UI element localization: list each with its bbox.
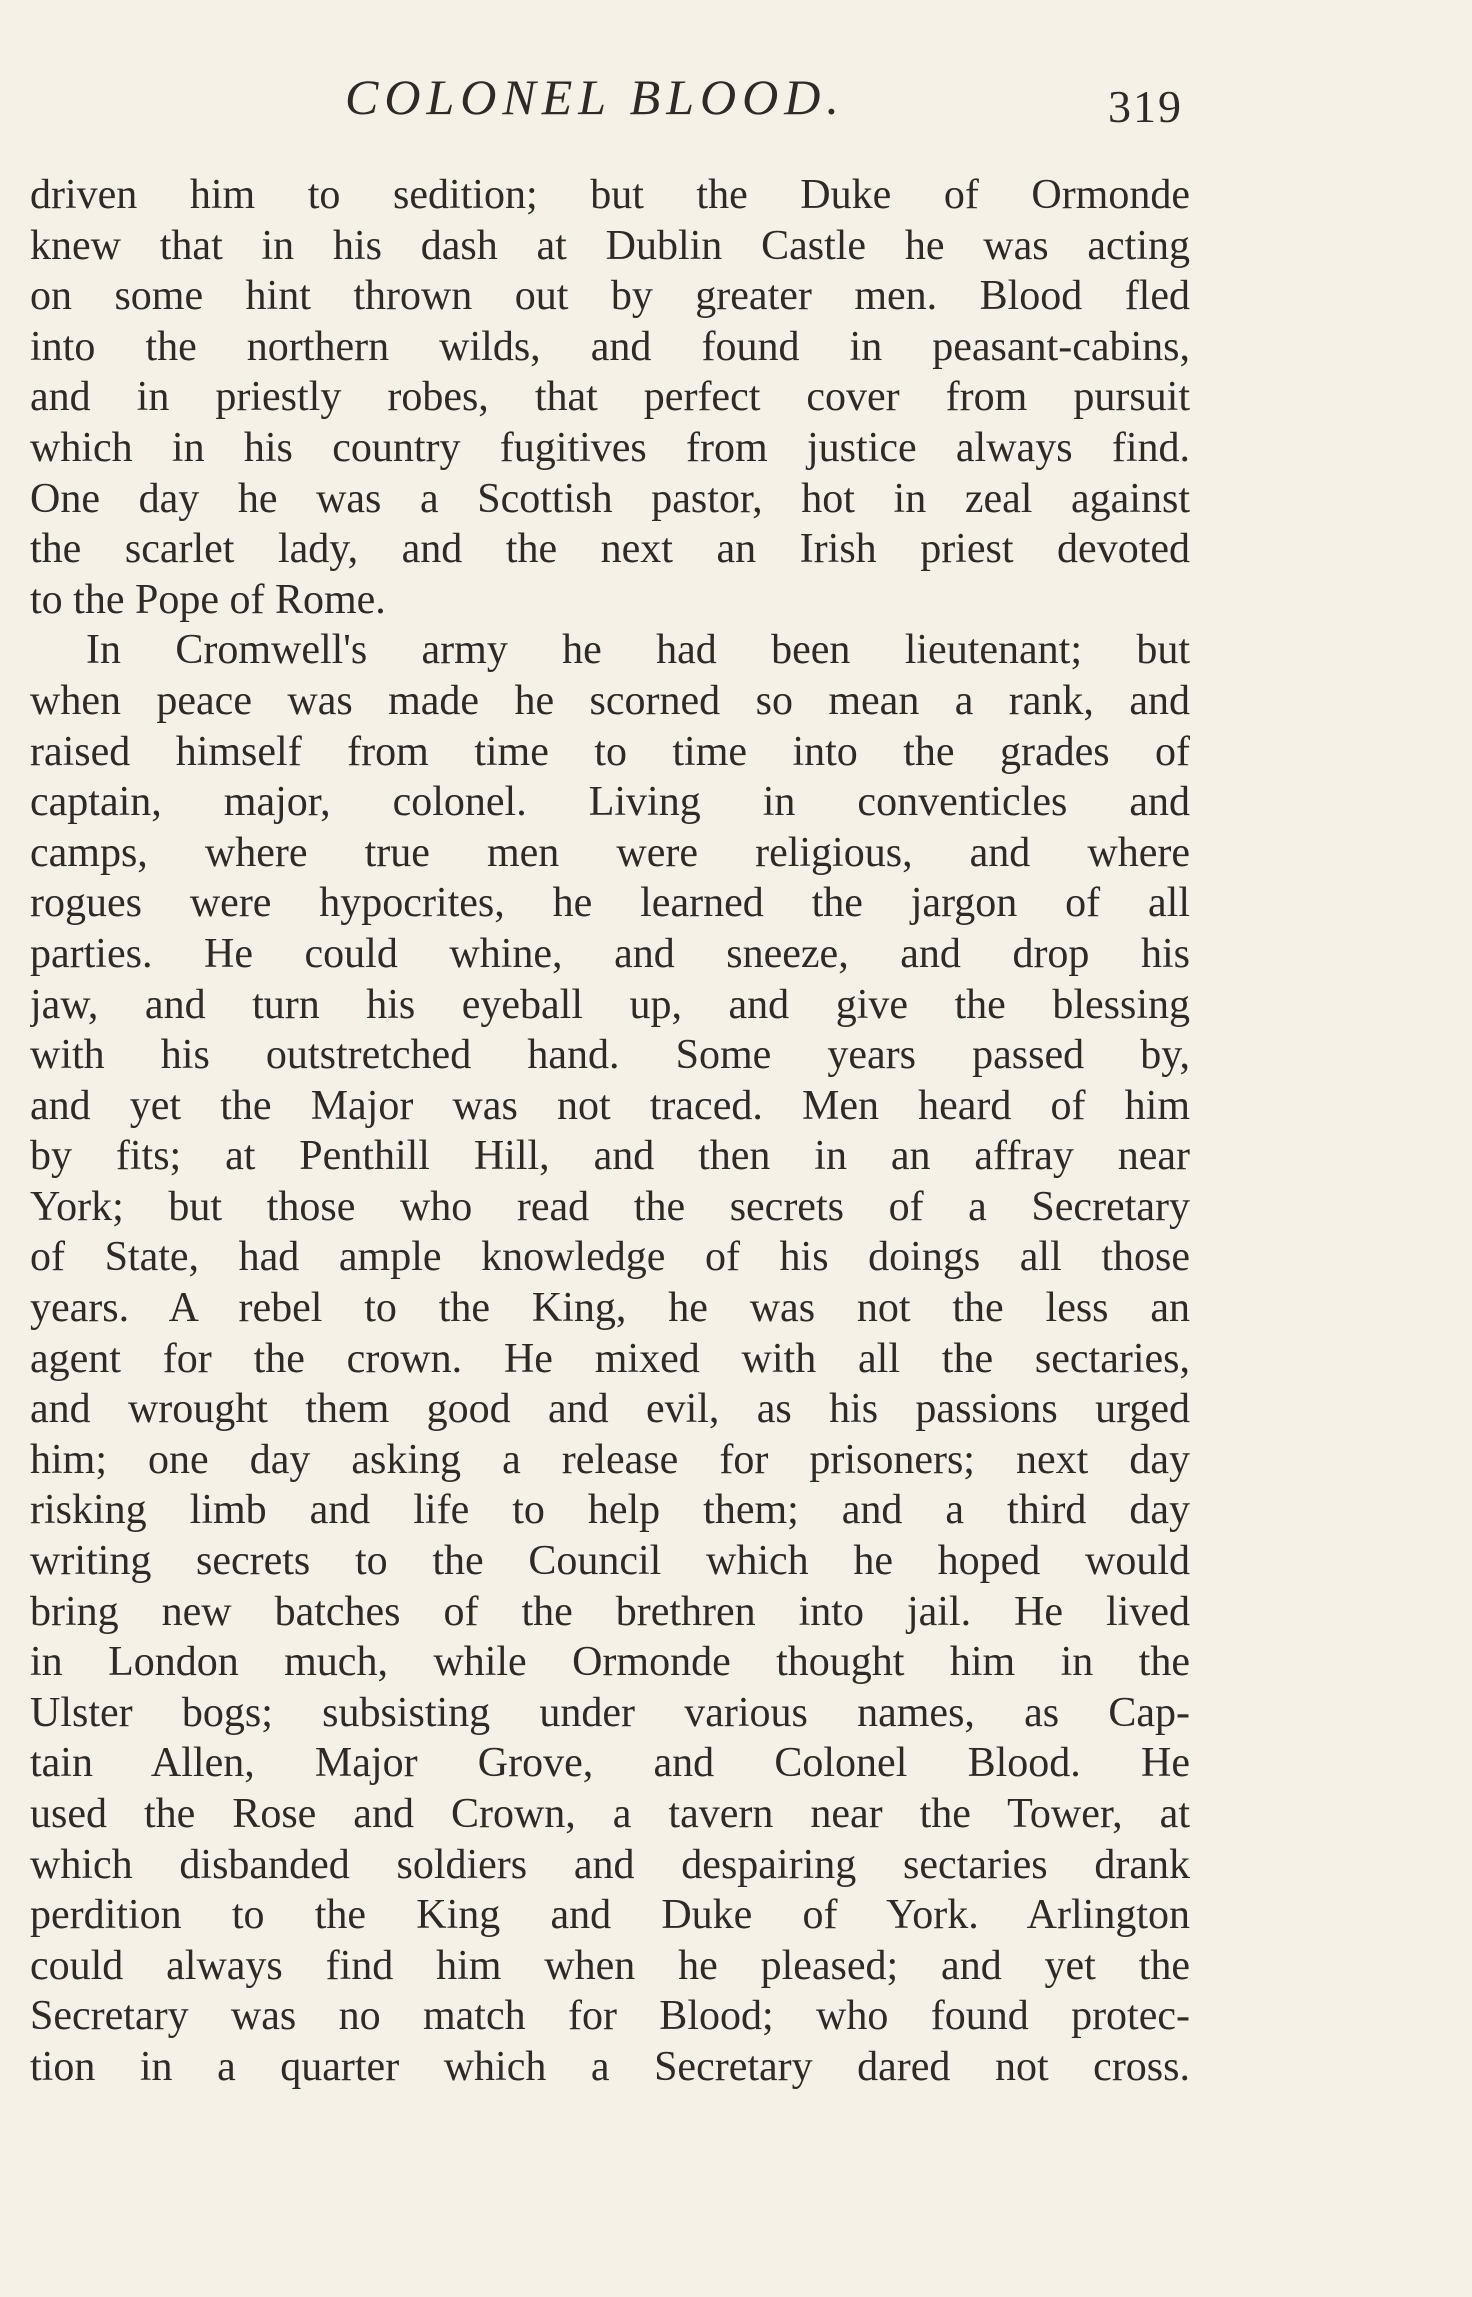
text-line: and in priestly robes, that perfect cover from pursuit xyxy=(30,374,1190,421)
text-line: camps, where true men were religious, and where xyxy=(30,829,1190,876)
running-head xyxy=(0,62,1472,132)
text-line: agent for the crown. He mixed with all the sectaries, xyxy=(30,1335,1190,1382)
text-line: could always find him when he pleased; and yet the xyxy=(30,1942,1190,1989)
text-line: into the northern wilds, and found in peasant-cabins, xyxy=(30,323,1190,370)
text-line: with his outstretched hand. Some years passed by, xyxy=(30,1032,1190,1079)
text-line: which in his country fugitives from justice always find. xyxy=(30,424,1190,471)
text-line: tion in a quarter which a Secretary dared not cross. xyxy=(30,2043,1190,2090)
text-line: Secretary was no match for Blood; who found protec- xyxy=(30,1993,1190,2040)
text-line: bring new batches of the brethren into jail. He lived xyxy=(30,1588,1190,1635)
text-line: of State, had ample knowledge of his doings all those xyxy=(30,1234,1190,1281)
text-line: tain Allen, Major Grove, and Colonel Blood. He xyxy=(30,1740,1190,1787)
text-line: by fits; at Penthill Hill, and then in an affray near xyxy=(30,1133,1190,1180)
paragraph-start-line: In Cromwell's army he had been lieutenant; but xyxy=(86,627,1190,674)
text-line: jaw, and turn his eyeball up, and give the blessing xyxy=(30,981,1190,1028)
text-line: York; but those who read the secrets of a Secretary xyxy=(30,1183,1190,1230)
text-line: which disbanded soldiers and despairing sectaries drank xyxy=(30,1841,1190,1888)
text-line: the scarlet lady, and the next an Irish priest devoted xyxy=(30,526,1190,573)
text-line: writing secrets to the Council which he hoped would xyxy=(30,1538,1190,1585)
text-line: parties. He could whine, and sneeze, and drop his xyxy=(30,930,1190,977)
text-line: One day he was a Scottish pastor, hot in zeal against xyxy=(30,475,1190,522)
text-line: years. A rebel to the King, he was not the less an xyxy=(30,1285,1190,1332)
text-line: Ulster bogs; subsisting under various names, as Cap- xyxy=(30,1689,1190,1736)
text-line: raised himself from time to time into the grades of xyxy=(30,728,1190,775)
running-title: COLONEL BLOOD. xyxy=(345,69,845,125)
page-number: 319 xyxy=(1108,81,1183,132)
text-line: in London much, while Ormonde thought him in the xyxy=(30,1639,1190,1686)
text-line: when peace was made he scorned so mean a rank, and xyxy=(30,677,1190,724)
paragraph-end-line: to the Pope of Rome. xyxy=(30,576,386,623)
text-line: perdition to the King and Duke of York. Arlington xyxy=(30,1892,1190,1939)
text-line: and wrought them good and evil, as his passions urged xyxy=(30,1386,1190,1433)
text-line: rogues were hypocrites, he learned the jargon of all xyxy=(30,880,1190,927)
text-line: driven him to sedition; but the Duke of Ormonde xyxy=(30,172,1190,218)
text-line: captain, major, colonel. Living in conventicles and xyxy=(30,779,1190,826)
text-line: used the Rose and Crown, a tavern near the Tower, at xyxy=(30,1791,1190,1837)
text-line: on some hint thrown out by greater men. Blood fled xyxy=(30,273,1190,320)
text-line: and yet the Major was not traced. Men heard of him xyxy=(30,1082,1190,1129)
text-line: him; one day asking a release for prisoners; next day xyxy=(30,1436,1190,1483)
text-line: knew that in his dash at Dublin Castle he was acting xyxy=(30,222,1190,269)
text-line: risking limb and life to help them; and a third day xyxy=(30,1487,1190,1534)
body-text xyxy=(30,170,1190,2093)
